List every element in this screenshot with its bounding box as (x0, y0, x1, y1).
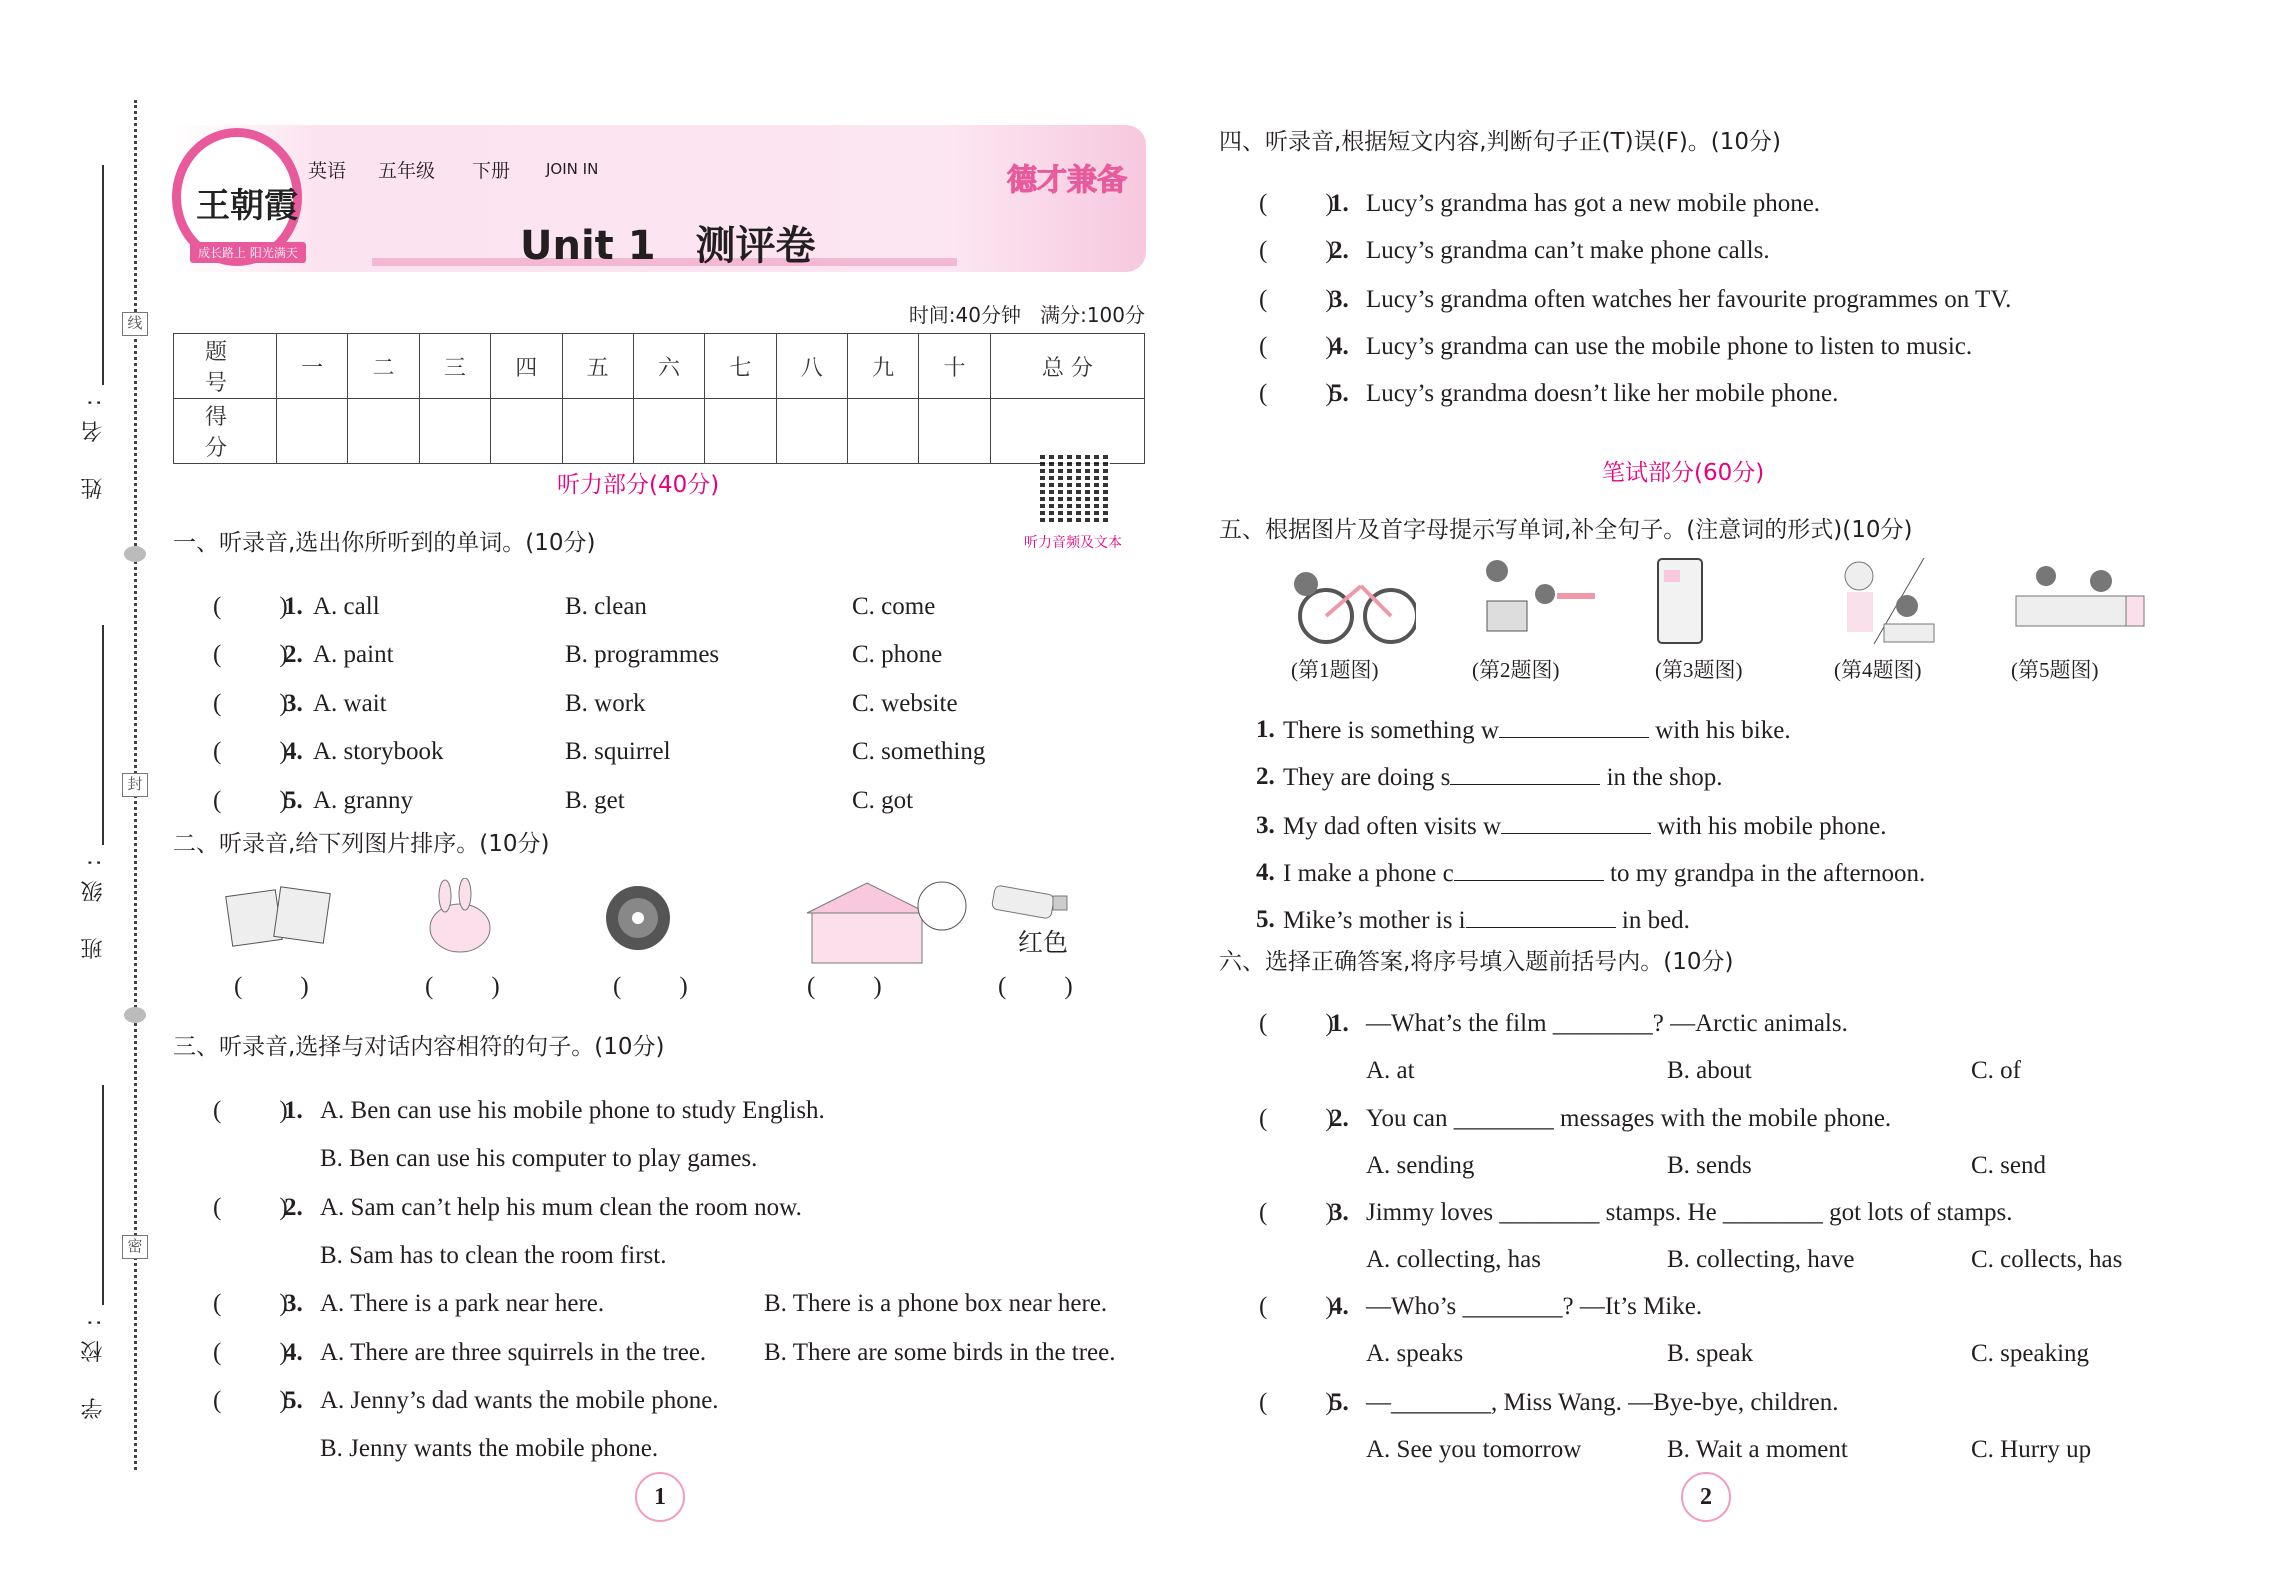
option-a[interactable]: A. storybook (313, 738, 444, 765)
seal-feng: 封 (122, 773, 148, 797)
score-cell[interactable] (848, 399, 919, 464)
option-b[interactable]: B. There are some birds in the tree. (764, 1339, 1116, 1366)
picture-caption: (第2题图) (1472, 658, 1560, 682)
score-row-label: 得 分 (174, 399, 277, 464)
question-number: 5. (1330, 1389, 1349, 1416)
answer-blank[interactable] (1466, 905, 1616, 928)
score-header-cell: 六 (633, 334, 704, 399)
option-b[interactable]: B. work (565, 690, 646, 717)
option-b[interactable]: B. programmes (565, 641, 720, 668)
answer-paren[interactable] (1259, 189, 1334, 219)
page-number: 2 (1681, 1472, 1731, 1522)
brand-badge: 成长路上 阳光满天 (190, 242, 306, 263)
question-number: 3. (284, 1290, 303, 1317)
score-header-cell: 四 (491, 334, 562, 399)
page-title: Unit 1 测评卷 (520, 223, 816, 269)
school-line[interactable] (102, 1085, 104, 1305)
option-c[interactable]: C. send (1971, 1152, 2046, 1179)
seal-xian: 线 (122, 312, 148, 336)
score-cell[interactable] (705, 399, 776, 464)
answer-paren[interactable] (213, 1096, 288, 1126)
school-label: 学 校: (81, 1305, 106, 1420)
option-b[interactable]: B. Sam has to clean the room first. (320, 1242, 667, 1269)
option-c[interactable]: C. something (852, 738, 986, 765)
option-b[interactable]: B. squirrel (565, 738, 671, 765)
answer-paren[interactable] (1259, 285, 1334, 315)
option-c[interactable]: C. phone (852, 641, 943, 668)
question-number: 1. (284, 1097, 303, 1124)
picture-house-clock (792, 878, 972, 973)
sentence (1283, 811, 1886, 842)
answer-paren[interactable] (213, 592, 288, 622)
slogan: 德才兼备 (1007, 163, 1127, 198)
question-number: 4. (284, 1339, 303, 1366)
question-picture (1467, 556, 1597, 651)
time-limit: 时间:40分钟 (908, 303, 1021, 327)
section-4-title: 四、听录音,根据短文内容,判断句子正(T)误(F)。(10分) (1219, 129, 1782, 155)
question-number: 3. (1330, 1199, 1349, 1226)
question-number: 4. (1330, 333, 1349, 360)
question-number: 2. (284, 641, 303, 668)
answer-paren[interactable] (1259, 332, 1334, 362)
option-c[interactable]: C. of (1971, 1057, 2021, 1084)
score-header-cell: 十 (919, 334, 990, 399)
sentence-end: with his mobile phone. (1657, 813, 1887, 840)
option-c[interactable]: C. come (852, 593, 936, 620)
option-c[interactable]: C. collects, has (1971, 1246, 2123, 1273)
option-b[interactable]: B. Jenny wants the mobile phone. (320, 1435, 659, 1462)
knot-icon (124, 546, 146, 562)
sentence-start: Mike’s mother is i (1283, 907, 1466, 934)
statement: Lucy’s grandma often watches her favourite programmes on TV. (1366, 286, 2012, 313)
score-header-row (174, 334, 1145, 399)
picture-rabbit (410, 878, 510, 963)
answer-paren[interactable] (1259, 1292, 1334, 1322)
option-b[interactable]: B. Wait a moment (1667, 1436, 1848, 1463)
option-a[interactable]: A. wait (313, 690, 387, 717)
option-a[interactable]: A. Sam can’t help his mum clean the room now. (320, 1194, 802, 1221)
answer-blank[interactable] (1450, 762, 1600, 785)
question-number: 5. (1330, 380, 1349, 407)
picture-paint-tube (983, 878, 1083, 933)
picture-caption: (第3题图) (1655, 658, 1743, 682)
page-number: 1 (635, 1472, 685, 1522)
option-c[interactable]: C. website (852, 690, 958, 717)
question-number: 4. (284, 738, 303, 765)
section-2-title: 二、听录音,给下列图片排序。(10分) (173, 831, 550, 857)
answer-paren[interactable] (1259, 236, 1334, 266)
option-b[interactable]: B. about (1667, 1057, 1752, 1084)
score-header-cell: 一 (277, 334, 348, 399)
answer-paren[interactable] (213, 786, 288, 816)
sentence-end: to my grandpa in the afternoon. (1610, 860, 1926, 887)
option-b[interactable]: B. get (565, 787, 625, 814)
picture-books (219, 878, 339, 963)
picture-cd (598, 878, 678, 963)
answer-paren[interactable] (1259, 1009, 1334, 1039)
knot-icon (124, 1007, 146, 1023)
edition: JOIN IN (546, 160, 599, 178)
answer-paren[interactable] (1259, 1198, 1334, 1228)
option-a[interactable]: A. Ben can use his mobile phone to study English. (320, 1097, 825, 1124)
score-cell[interactable] (919, 399, 990, 464)
option-a[interactable]: A. speaks (1366, 1340, 1464, 1367)
score-cell[interactable] (633, 399, 704, 464)
answer-paren[interactable] (1259, 1104, 1334, 1134)
qr-code-icon[interactable] (1040, 452, 1110, 522)
question-number: 2. (1330, 237, 1349, 264)
full-score: 满分:100分 (1040, 303, 1145, 327)
sentence-start: I make a phone c (1283, 860, 1454, 887)
question-text: You can ________ messages with the mobile phone. (1366, 1105, 1892, 1132)
statement: Lucy’s grandma has got a new mobile phone. (1366, 190, 1821, 217)
answer-paren[interactable] (213, 689, 288, 719)
exam-info (909, 300, 1145, 330)
name-line[interactable] (102, 165, 104, 385)
question-number: 1. (1330, 1010, 1349, 1037)
score-header-cell: 七 (705, 334, 776, 399)
answer-blank[interactable] (1454, 858, 1604, 881)
picture-caption: (第1题图) (1291, 658, 1379, 682)
option-c[interactable]: C. got (852, 787, 914, 814)
score-cell[interactable] (277, 399, 348, 464)
statement: Lucy’s grandma doesn’t like her mobile phone. (1366, 380, 1839, 407)
question-number: 1. (1330, 190, 1349, 217)
option-a[interactable]: A. There is a park near here. (320, 1290, 605, 1317)
question-text: —________, Miss Wang. —Bye-bye, children. (1366, 1389, 1839, 1416)
listening-section-title: 听力部分(40分) (557, 472, 720, 498)
sentence-end: in bed. (1621, 907, 1690, 934)
writing-section-title: 笔试部分(60分) (1602, 460, 1765, 486)
question-number: 5. (284, 1387, 303, 1414)
answer-blank[interactable] (1501, 811, 1651, 834)
answer-paren[interactable] (1259, 1388, 1334, 1418)
option-b[interactable]: B. speak (1667, 1340, 1754, 1367)
answer-paren[interactable] (425, 972, 500, 1002)
question-number: 3. (1256, 812, 1275, 839)
answer-paren[interactable] (213, 1193, 288, 1223)
option-b[interactable]: B. collecting, have (1667, 1246, 1855, 1273)
score-cell[interactable] (491, 399, 562, 464)
option-b[interactable]: B. Ben can use his computer to play games. (320, 1145, 758, 1172)
option-c[interactable]: C. Hurry up (1971, 1436, 2092, 1463)
option-b[interactable]: B. clean (565, 593, 647, 620)
sentence-end: with his bike. (1655, 717, 1791, 744)
option-a[interactable]: A. collecting, has (1366, 1246, 1541, 1273)
score-header-cell: 五 (562, 334, 633, 399)
option-a[interactable]: A. call (313, 593, 380, 620)
term: 下册 (472, 160, 511, 182)
section-1-title: 一、听录音,选出你所听到的单词。(10分) (173, 530, 596, 556)
class-line[interactable] (102, 625, 104, 845)
sentence-start: They are doing s (1283, 764, 1451, 791)
question-number: 4. (1256, 859, 1275, 886)
score-cell[interactable] (776, 399, 847, 464)
option-a[interactable]: A. Jenny’s dad wants the mobile phone. (320, 1387, 719, 1414)
section-6-title: 六、选择正确答案,将序号填入题前括号内。(10分) (1219, 949, 1734, 975)
question-picture (1286, 556, 1416, 651)
answer-blank[interactable] (1499, 715, 1649, 738)
score-cell[interactable] (419, 399, 490, 464)
option-a[interactable]: A. See you tomorrow (1366, 1436, 1582, 1463)
option-a[interactable]: A. paint (313, 641, 394, 668)
score-header-cell: 九 (848, 334, 919, 399)
question-number: 5. (284, 787, 303, 814)
section-3-title: 三、听录音,选择与对话内容相符的句子。(10分) (173, 1034, 665, 1060)
sentence (1283, 905, 1690, 936)
seal-mi: 密 (122, 1235, 148, 1259)
brand-name: 王朝霞 (196, 186, 298, 226)
answer-paren[interactable] (213, 1289, 288, 1319)
question-text: Jimmy loves ________ stamps. He ________ got lots of stamps. (1366, 1199, 2013, 1226)
sentence-end: in the shop. (1606, 764, 1723, 791)
answer-paren[interactable] (234, 972, 309, 1002)
class-label: 班 级: (81, 845, 106, 960)
score-header-cell: 三 (419, 334, 490, 399)
sentence-start: There is something w (1283, 717, 1499, 744)
score-cell[interactable] (348, 399, 419, 464)
sentence-start: My dad often visits w (1283, 813, 1502, 840)
question-number: 5. (1256, 906, 1275, 933)
sentence (1283, 858, 1925, 889)
grade: 五年级 (378, 160, 436, 182)
option-a[interactable]: A. There are three squirrels in the tree. (320, 1339, 707, 1366)
question-number: 1. (284, 593, 303, 620)
answer-paren[interactable] (807, 972, 882, 1002)
picture-caption: (第5题图) (2011, 658, 2099, 682)
question-number: 3. (1330, 286, 1349, 313)
question-number: 2. (1330, 1105, 1349, 1132)
picture-caption: (第4题图) (1834, 658, 1922, 682)
answer-paren[interactable] (998, 972, 1073, 1002)
question-number: 1. (1256, 716, 1275, 743)
score-row (174, 399, 1145, 464)
score-cell[interactable] (562, 399, 633, 464)
question-text: —Who’s ________? —It’s Mike. (1366, 1293, 1703, 1320)
sentence (1283, 762, 1723, 793)
name-label: 姓 名: (81, 385, 106, 500)
answer-paren[interactable] (613, 972, 688, 1002)
question-number: 4. (1330, 1293, 1349, 1320)
score-table (173, 333, 1145, 464)
score-header-cell: 二 (348, 334, 419, 399)
statement: Lucy’s grandma can use the mobile phone to listen to music. (1366, 333, 1973, 360)
picture-5-label: 红色 (1018, 928, 1069, 957)
option-a[interactable]: A. at (1366, 1057, 1415, 1084)
answer-paren[interactable] (213, 640, 288, 670)
answer-paren[interactable] (213, 1386, 288, 1416)
question-picture (2006, 556, 2146, 641)
sentence (1283, 715, 1791, 746)
score-header-cell: 总 分 (990, 334, 1144, 399)
option-a[interactable]: A. sending (1366, 1152, 1475, 1179)
question-picture (1829, 556, 1939, 651)
option-b[interactable]: B. sends (1667, 1152, 1752, 1179)
section-5-title: 五、根据图片及首字母提示写单词,补全句子。(注意词的形式)(10分) (1219, 517, 1913, 543)
option-b[interactable]: B. There is a phone box near here. (764, 1290, 1108, 1317)
answer-paren[interactable] (213, 737, 288, 767)
answer-paren[interactable] (1259, 379, 1334, 409)
subject: 英语 (308, 160, 347, 182)
option-c[interactable]: C. speaking (1971, 1340, 2090, 1367)
score-header-cell: 题 号 (174, 334, 277, 399)
answer-paren[interactable] (213, 1338, 288, 1368)
question-number: 2. (284, 1194, 303, 1221)
question-number: 3. (284, 690, 303, 717)
statement: Lucy’s grandma can’t make phone calls. (1366, 237, 1770, 264)
option-a[interactable]: A. granny (313, 787, 413, 814)
qr-caption: 听力音频及文本 (1024, 535, 1122, 551)
question-picture (1650, 556, 1710, 651)
question-text: —What’s the film ________? —Arctic animals. (1366, 1010, 1848, 1037)
question-number: 2. (1256, 763, 1275, 790)
score-header-cell: 八 (776, 334, 847, 399)
